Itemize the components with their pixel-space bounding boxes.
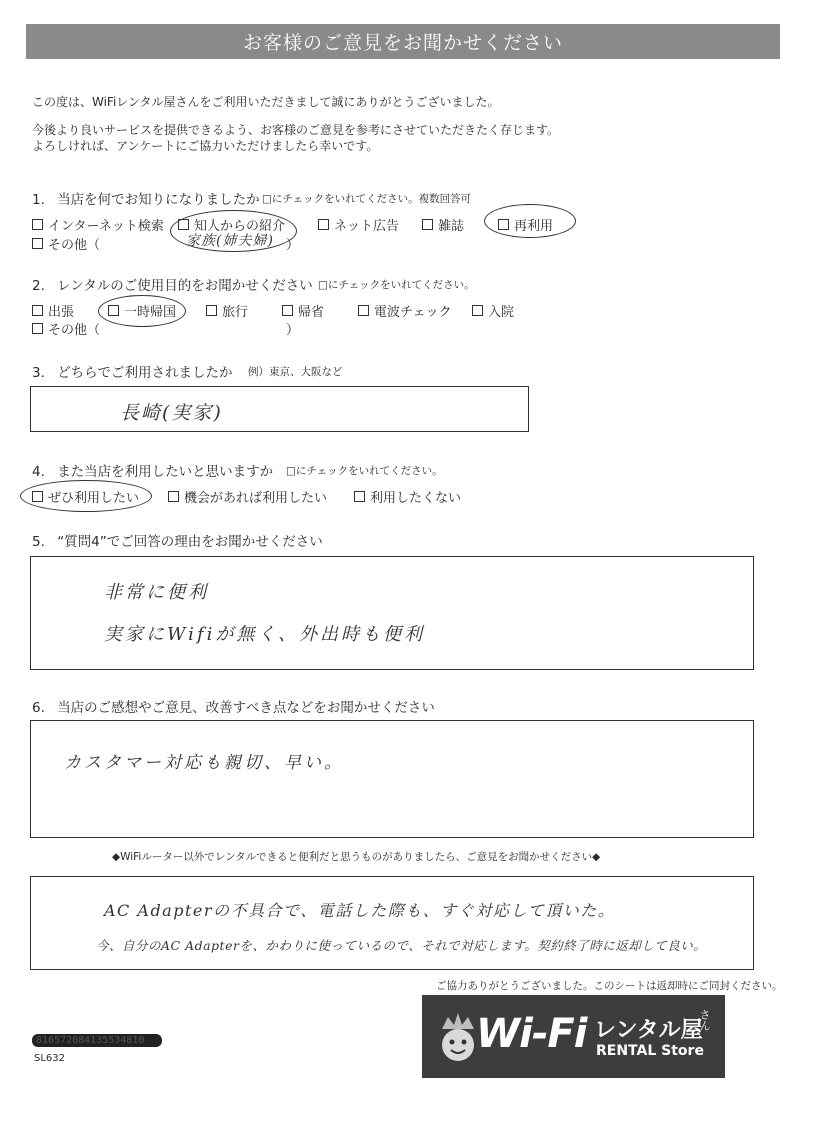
question-4 — [32, 460, 273, 480]
checkbox[interactable] — [206, 305, 217, 316]
question-number: 4. — [32, 464, 45, 480]
checkbox[interactable] — [318, 219, 329, 230]
question-3 — [32, 361, 233, 381]
q6-handwriting: カスタマー対応も親切、早い。 — [64, 753, 344, 773]
question-4-note: □にチェックをいれてください。 — [286, 465, 443, 477]
question-number: 2. — [32, 278, 45, 294]
checkbox[interactable] — [168, 491, 179, 502]
question-1 — [32, 188, 260, 208]
q1-other-close: ） — [286, 238, 300, 253]
q4-option-if-chance[interactable]: 機会があれば利用したい — [168, 487, 327, 506]
q5-handwriting-line-2: 実家にWifiが無く、外出時も便利 — [104, 624, 425, 645]
q2-option-hospital[interactable]: 入院 — [472, 301, 514, 320]
checkbox[interactable] — [282, 305, 293, 316]
question-2-note: □にチェックをいれてください。 — [318, 279, 475, 291]
question-1-note: □にチェックをいれてください。複数回答可 — [262, 193, 472, 205]
checkbox[interactable] — [422, 219, 433, 230]
logo-en: RENTAL Store — [596, 1043, 704, 1059]
question-label: また当店を利用したいと思いますか — [57, 464, 274, 480]
question-label: “質問4”でご回答の理由をお聞かせください — [57, 534, 323, 550]
q2-other-close: ） — [286, 323, 300, 338]
question-6 — [32, 696, 435, 716]
checkbox[interactable] — [32, 238, 43, 249]
barcode: 816572084135534810 — [32, 1034, 162, 1047]
q2-option-homecoming[interactable]: 帰省 — [282, 301, 324, 320]
q7-label: ◆WiFiルーター以外でレンタルできると便利だと思うものがありましたら、ご意見をお聞かせください◆ — [112, 851, 601, 863]
q2-option-business[interactable]: 出張 — [32, 301, 74, 320]
q1-handwriting: 家族(姉夫婦) — [186, 233, 274, 249]
thanks-note: ご協力ありがとうございました。このシートは返却時にご同封ください。 — [436, 980, 783, 992]
question-5 — [32, 530, 323, 550]
checkbox[interactable] — [32, 323, 43, 334]
question-2 — [32, 274, 313, 294]
sheet-code: SL632 — [34, 1053, 66, 1064]
q1-option-referral[interactable]: 知人からの紹介 — [178, 215, 285, 234]
q4-option-definitely[interactable]: ぜひ利用したい — [32, 487, 139, 506]
q1-option-internet[interactable]: インターネット検索 — [32, 215, 164, 234]
question-3-note: 例）東京、大阪など — [248, 366, 343, 378]
q3-handwriting: 長崎(実家) — [120, 402, 223, 424]
intro-line-2: 今後より良いサービスを提供できるよう、お客様のご意見を参考にさせていただきたく存じます。 — [32, 123, 560, 137]
question-number: 6. — [32, 700, 45, 716]
question-label: レンタルのご使用目的をお聞かせください — [57, 278, 313, 294]
q1-option-magazine[interactable]: 雑誌 — [422, 215, 464, 234]
q2-option-other[interactable]: その他（ — [32, 319, 100, 338]
page-title: お客様のご意見をお聞かせください — [26, 24, 780, 59]
q6-answer-box[interactable] — [30, 720, 754, 838]
hand-circle-referral — [170, 210, 300, 253]
question-label: 当店を何でお知りになりましたか — [57, 192, 260, 208]
question-number: 1. — [32, 192, 45, 208]
intro-line-3: よろしければ、アンケートにご協力いただけましたら幸いです。 — [32, 139, 379, 153]
logo-san: さん — [698, 1009, 711, 1031]
checkbox[interactable] — [354, 491, 365, 502]
checkbox[interactable] — [32, 219, 43, 230]
crown-character-icon — [436, 1011, 480, 1065]
q2-option-signal-check[interactable]: 電波チェック — [358, 301, 452, 320]
question-label: どちらでご利用されましたか — [57, 365, 233, 381]
checkbox[interactable] — [32, 305, 43, 316]
hand-circle-reuse — [484, 204, 576, 238]
question-number: 5. — [32, 534, 45, 550]
q7-handwriting-line-2: 今、自分のAC Adapterを、かわりに使っているので、それで対応します。契約終了時に返却して良い。 — [96, 938, 707, 953]
hand-circle-temp-return — [98, 295, 186, 327]
q5-answer-box[interactable] — [30, 556, 754, 670]
q1-option-other[interactable]: その他（ — [32, 234, 100, 253]
question-label: 当店のご感想やご意見、改善すべき点などをお聞かせください — [57, 700, 435, 716]
q2-option-travel[interactable]: 旅行 — [206, 301, 248, 320]
q1-option-reuse[interactable]: 再利用 — [498, 215, 553, 234]
q1-option-net-ad[interactable]: ネット広告 — [318, 215, 399, 234]
company-logo — [422, 995, 725, 1078]
question-number: 3. — [32, 365, 45, 381]
q3-answer-box[interactable] — [30, 386, 529, 432]
logo-jp: レンタル屋 — [594, 1018, 703, 1043]
intro-line-1: この度は、WiFiレンタル屋さんをご利用いただきまして誠にありがとうございました。 — [32, 95, 500, 109]
checkbox[interactable] — [358, 305, 369, 316]
q4-option-no[interactable]: 利用したくない — [354, 487, 461, 506]
logo-wifi: Wi-Fi — [476, 1011, 587, 1057]
hand-circle-definitely — [20, 480, 152, 512]
q7-answer-box[interactable] — [30, 876, 754, 970]
q2-option-temp-return[interactable]: 一時帰国 — [108, 301, 176, 320]
checkbox[interactable] — [472, 305, 483, 316]
q5-handwriting-line-1: 非常に便利 — [104, 582, 209, 603]
q7-handwriting-line-1: AC Adapterの不具合で、電話した際も、すぐ対応して頂いた。 — [104, 901, 616, 920]
